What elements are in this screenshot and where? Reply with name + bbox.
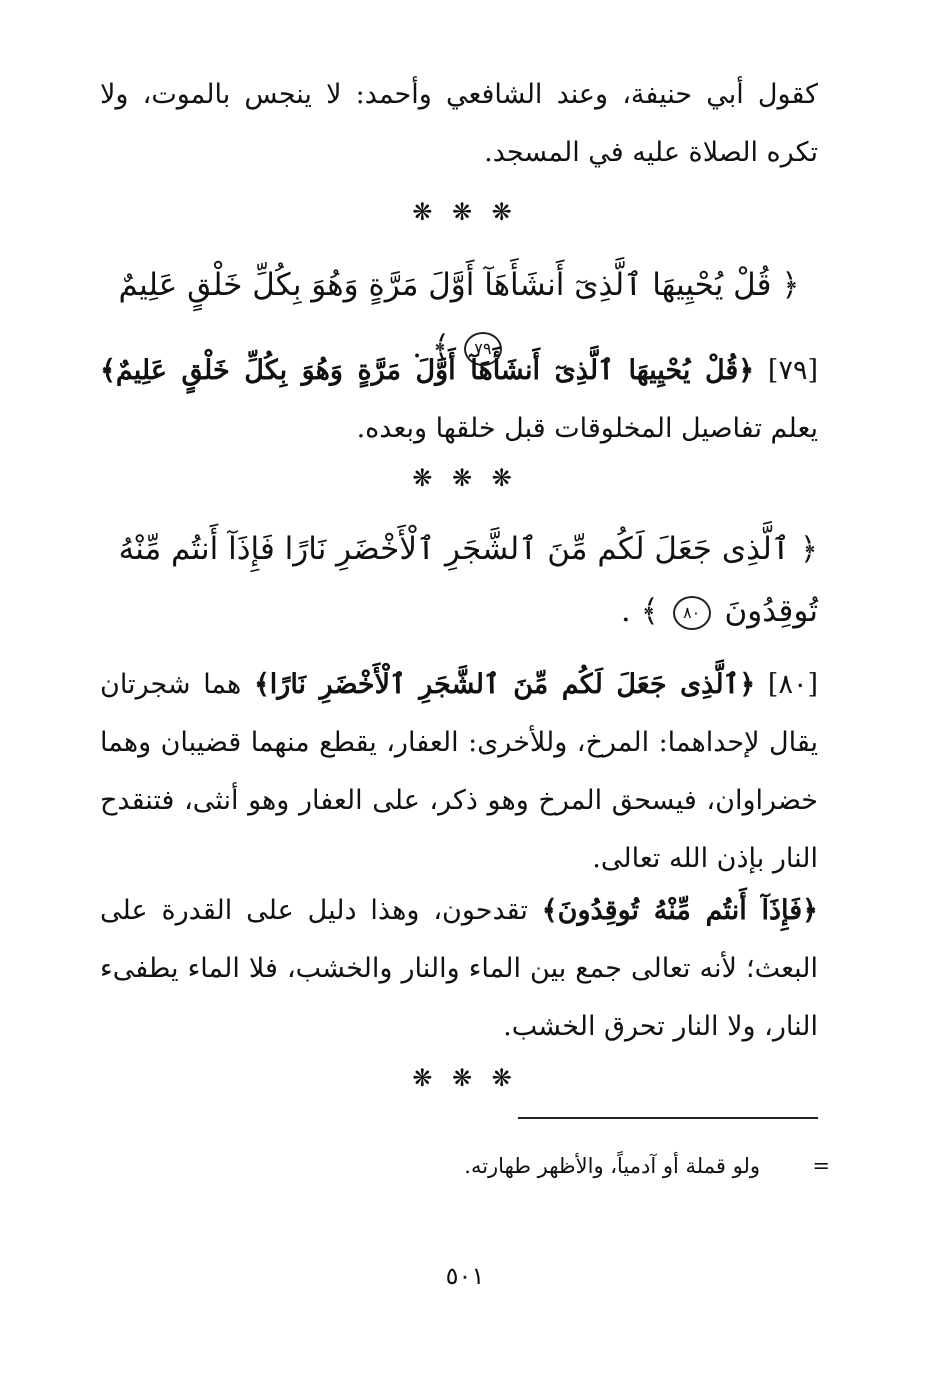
footnote-text: ولو قملة أو آدمياً، والأظهر طهارته. xyxy=(464,1154,760,1178)
verse-closing: ﴾ . xyxy=(412,329,450,365)
verse-text: ﴿ قُلْ يُحْيِيهَا ٱلَّذِىٓ أَنشَأَهَآ أَوَّلَ مَرَّةٍ وَهُوَ بِكُلِّ خَلْقٍ عَلِيمٌ xyxy=(118,267,800,303)
ayah-number-marker: ٨٠ xyxy=(673,596,711,630)
footnote xyxy=(300,1150,830,1182)
quoted-verse: ﴿فَإِذَآ أَنتُم مِّنْهُ تُوقِدُونَ﴾ xyxy=(541,895,818,926)
verse-closing: ﴾ . xyxy=(620,593,659,629)
quran-verse-80 xyxy=(100,518,818,642)
section-separator: ❋ ❋ ❋ xyxy=(412,198,518,226)
verse-reference: [٧٩] xyxy=(767,355,818,386)
ayah-number-marker: ٧٩ xyxy=(464,332,502,366)
footnote-rule xyxy=(518,1117,818,1119)
section-separator: ❋ ❋ ❋ xyxy=(412,464,518,492)
commentary-79 xyxy=(100,342,818,458)
commentary-80-continued xyxy=(100,882,818,1056)
commentary-text: تقدحون، وهذا دليل على القدرة على البعث؛ لأنه تعالى جمع بين الماء والنار والخشب، فلا الماء يطفىء النار، ولا النار تحرق الخشب. xyxy=(100,895,818,1042)
footnote-continuation-mark: = xyxy=(812,1154,830,1178)
commentary-text: يعلم تفاصيل المخلوقات قبل خلقها وبعده. xyxy=(356,413,818,444)
paragraph-hanafi-opinion xyxy=(100,66,818,182)
commentary-80 xyxy=(100,656,818,888)
paragraph-text: كقول أبي حنيفة، وعند الشافعي وأحمد: لا ينجس بالموت، ولا تكره الصلاة عليه في المسجد. xyxy=(100,79,818,168)
commentary-text: هما شجرتان يقال لإحداهما: المرخ، وللأخرى: العفار، يقطع منهما قضيبان وهما خضراوان، فيسحق المرخ وهو ذكر، على العفار وهو أنثى، فتنقدح النار بإذن الله تعالى. xyxy=(100,669,818,874)
verse-text: ﴿ ٱلَّذِى جَعَلَ لَكُم مِّنَ ٱلشَّجَرِ ٱلْأَخْضَرِ نَارًا فَإِذَآ أَنتُم مِّنْهُ تُوقِدُونَ xyxy=(118,531,818,629)
page-number: ٥٠١ xyxy=(445,1262,485,1290)
verse-reference: [٨٠] xyxy=(767,669,818,700)
quoted-verse: ﴿قُلْ يُحْيِيهَا ٱلَّذِىٓ أَنشَأَهَآ أَوَّلَ مَرَّةٍ وَهُوَ بِكُلِّ خَلْقٍ عَلِيمٌ﴾ xyxy=(100,355,755,386)
section-separator: ❋ ❋ ❋ xyxy=(412,1064,518,1092)
quoted-verse: ﴿ٱلَّذِى جَعَلَ لَكُم مِّنَ ٱلشَّجَرِ ٱلْأَخْضَرِ نَارًا﴾ xyxy=(253,669,756,700)
